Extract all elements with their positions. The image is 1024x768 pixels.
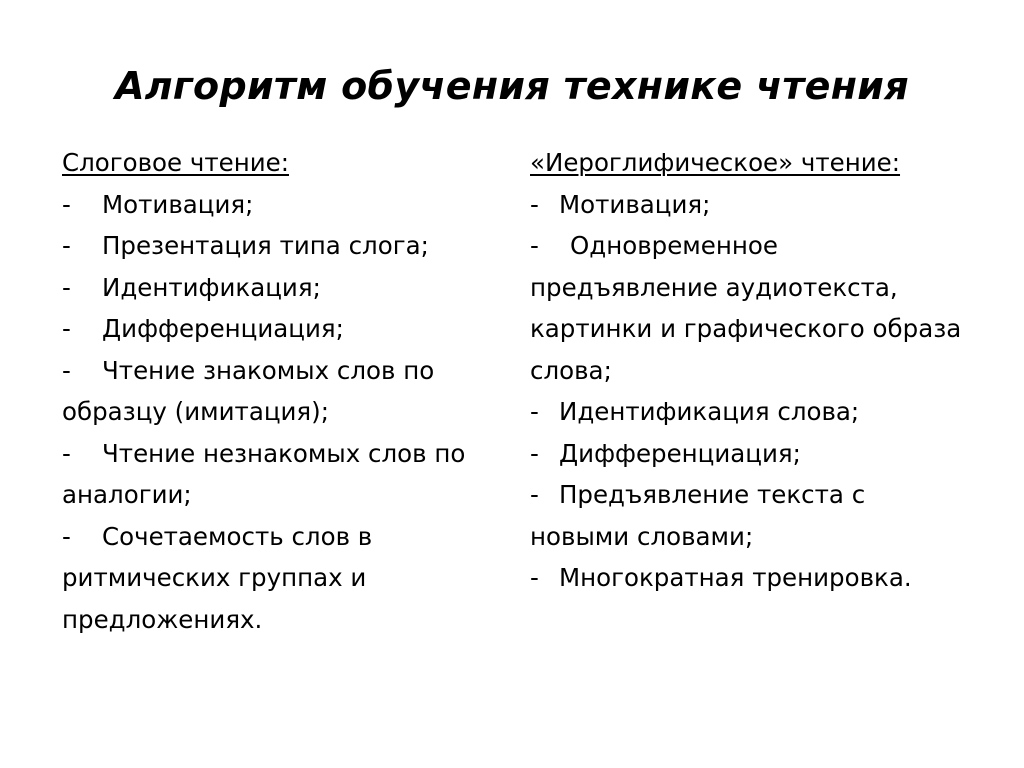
list-item-text: Сочетаемость слов в ритмических группах и предложениях. <box>62 521 373 634</box>
list-dash: - <box>530 563 539 592</box>
list-item <box>62 516 482 641</box>
list-item-text: Чтение знакомых слов по образцу (имитация); <box>62 355 435 426</box>
list-dash: - <box>62 314 71 343</box>
list-dash: - <box>62 355 71 385</box>
hieroglyphic-reading-column <box>530 142 970 599</box>
list-item <box>62 267 482 309</box>
list-item <box>530 391 970 433</box>
syllabic-reading-list <box>62 184 482 641</box>
list-item <box>530 474 970 557</box>
list-dash: - <box>62 231 71 260</box>
hieroglyphic-reading-heading: «Иероглифическое» чтение: <box>530 148 901 177</box>
list-item-text: Чтение незнакомых слов по аналогии; <box>62 438 466 509</box>
list-dash: - <box>62 521 71 551</box>
list-item <box>62 184 482 226</box>
syllabic-reading-column <box>62 142 482 640</box>
list-item-text: Мотивация; <box>559 189 711 219</box>
list-item-text: Идентификация слова; <box>559 397 860 426</box>
list-dash: - <box>530 480 539 509</box>
hieroglyphic-reading-list <box>530 184 970 599</box>
list-dash: - <box>62 272 71 302</box>
list-item <box>62 433 482 516</box>
list-item <box>62 308 482 350</box>
list-item-text: Идентификация; <box>102 272 321 302</box>
list-item <box>62 225 482 267</box>
list-dash: - <box>62 438 71 468</box>
list-dash: - <box>530 231 539 260</box>
list-item <box>530 433 970 475</box>
list-item-text: Дифференциация; <box>102 314 344 343</box>
list-item <box>530 184 970 226</box>
list-item <box>530 557 970 599</box>
list-item <box>530 225 970 391</box>
list-item-text: Мотивация; <box>102 189 254 219</box>
list-dash: - <box>62 189 71 219</box>
list-item <box>62 350 482 433</box>
list-item-text: Дифференциация; <box>559 438 801 468</box>
syllabic-reading-heading: Слоговое чтение: <box>62 148 289 177</box>
list-item-text: Одновременное предъявление аудиотекста, картинки и графического образа слова; <box>530 231 962 385</box>
list-item-text: Презентация типа слога; <box>102 231 429 260</box>
slide-title: Алгоритм обучения технике чтения <box>115 64 909 108</box>
list-dash: - <box>530 189 539 219</box>
list-dash: - <box>530 438 539 468</box>
list-item-text: Многократная тренировка. <box>559 563 912 592</box>
list-dash: - <box>530 397 539 426</box>
list-item-text: Предъявление текста с новыми словами; <box>530 480 866 551</box>
